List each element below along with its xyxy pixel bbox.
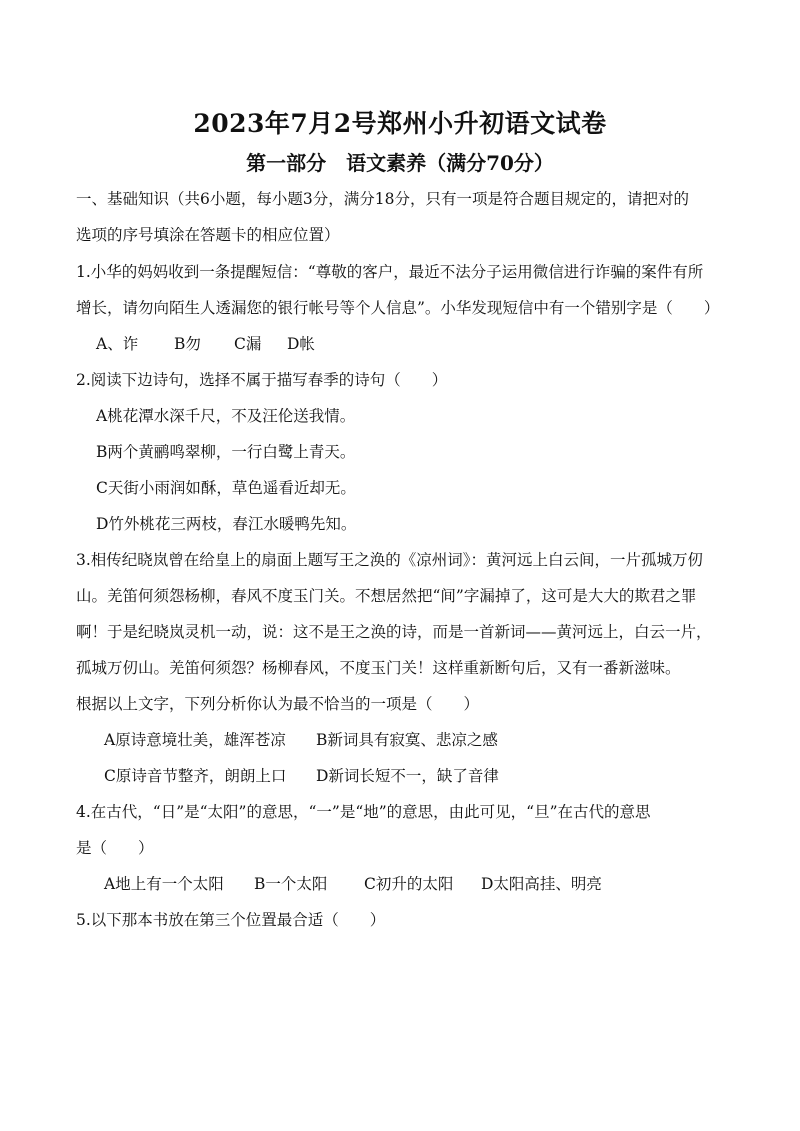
- option: A地上有一个太阳: [104, 875, 224, 893]
- option: B新词具有寂寞、悲凉之感: [316, 731, 498, 749]
- option: A桃花潭水深千尺，不及汪伦送我情。: [96, 407, 356, 425]
- question-3-stem: 孤城万仞山。羌笛何须怨？杨柳春风，不度玉门关！这样重新断句后，又有一番新滋味。: [76, 659, 681, 677]
- question-1-stem: 1.小华的妈妈收到一条提醒短信：“尊敬的客户，最近不法分子运用微信进行诈骗的案件有所: [76, 263, 704, 281]
- option: D帐: [287, 335, 315, 353]
- option: A、诈: [96, 335, 139, 353]
- option: C原诗音节整齐，朗朗上口: [104, 767, 287, 785]
- question-5-stem: 5.以下那本书放在第三个位置最合适（ ）: [76, 911, 386, 929]
- option: B勿: [174, 335, 201, 353]
- option: D竹外桃花三两枝，春江水暖鸭先知。: [96, 515, 357, 533]
- question-3-prompt: 根据以上文字，下列分析你认为最不恰当的一项是（ ）: [76, 695, 480, 713]
- question-3-stem: 啊！于是纪晓岚灵机一动，说：这不是王之涣的诗，而是一首新词——黄河远上，白云一片，: [76, 623, 712, 641]
- question-3-stem: 山。羌笛何须怨杨柳，春风不度玉门关。不想居然把“间”字漏掉了，这可是大大的欺君之罪: [76, 587, 697, 605]
- question-1-stem: 增长，请勿向陌生人透漏您的银行帐号等个人信息”。小华发现短信中有一个错别字是（ ）: [76, 299, 720, 317]
- page-title: 2023年7月2号郑州小升初语文试卷: [193, 109, 607, 138]
- option: C天街小雨润如酥，草色遥看近却无。: [96, 479, 356, 497]
- question-3-options: [104, 766, 499, 786]
- option: D新词长短不一，缺了音律: [316, 767, 499, 785]
- question-4-options: [104, 874, 602, 894]
- question-4-stem: 是（ ）: [76, 839, 154, 857]
- option: C漏: [234, 335, 262, 353]
- option: D太阳高挂、明亮: [481, 875, 602, 893]
- question-1-options: [96, 334, 315, 354]
- section-heading-line: 一、基础知识（共6小题，每小题3分，满分18分，只有一项是符合题目规定的，请把对的: [76, 190, 689, 208]
- question-4-stem: 4.在古代，“日”是“太阳”的意思，“一”是“地”的意思，由此可见，“旦”在古代的意思: [76, 803, 651, 821]
- option: B两个黄鹂鸣翠柳，一行白鹭上青天。: [96, 443, 356, 461]
- section-title: 第一部分 语文素养（满分70分）: [246, 151, 554, 175]
- question-2-stem: 2.阅读下边诗句，选择不属于描写春季的诗句（ ）: [76, 371, 448, 389]
- question-3-options: [104, 730, 498, 750]
- option: A原诗意境壮美，雄浑苍凉: [104, 731, 286, 749]
- option: C初升的太阳: [364, 875, 454, 893]
- option: B一个太阳: [254, 875, 328, 893]
- section-heading-line: 选项的序号填涂在答题卡的相应位置）: [76, 226, 340, 244]
- question-3-stem: 3.相传纪晓岚曾在给皇上的扇面上题写王之涣的《凉州词》：黄河远上白云间，一片孤城万仞: [76, 551, 704, 569]
